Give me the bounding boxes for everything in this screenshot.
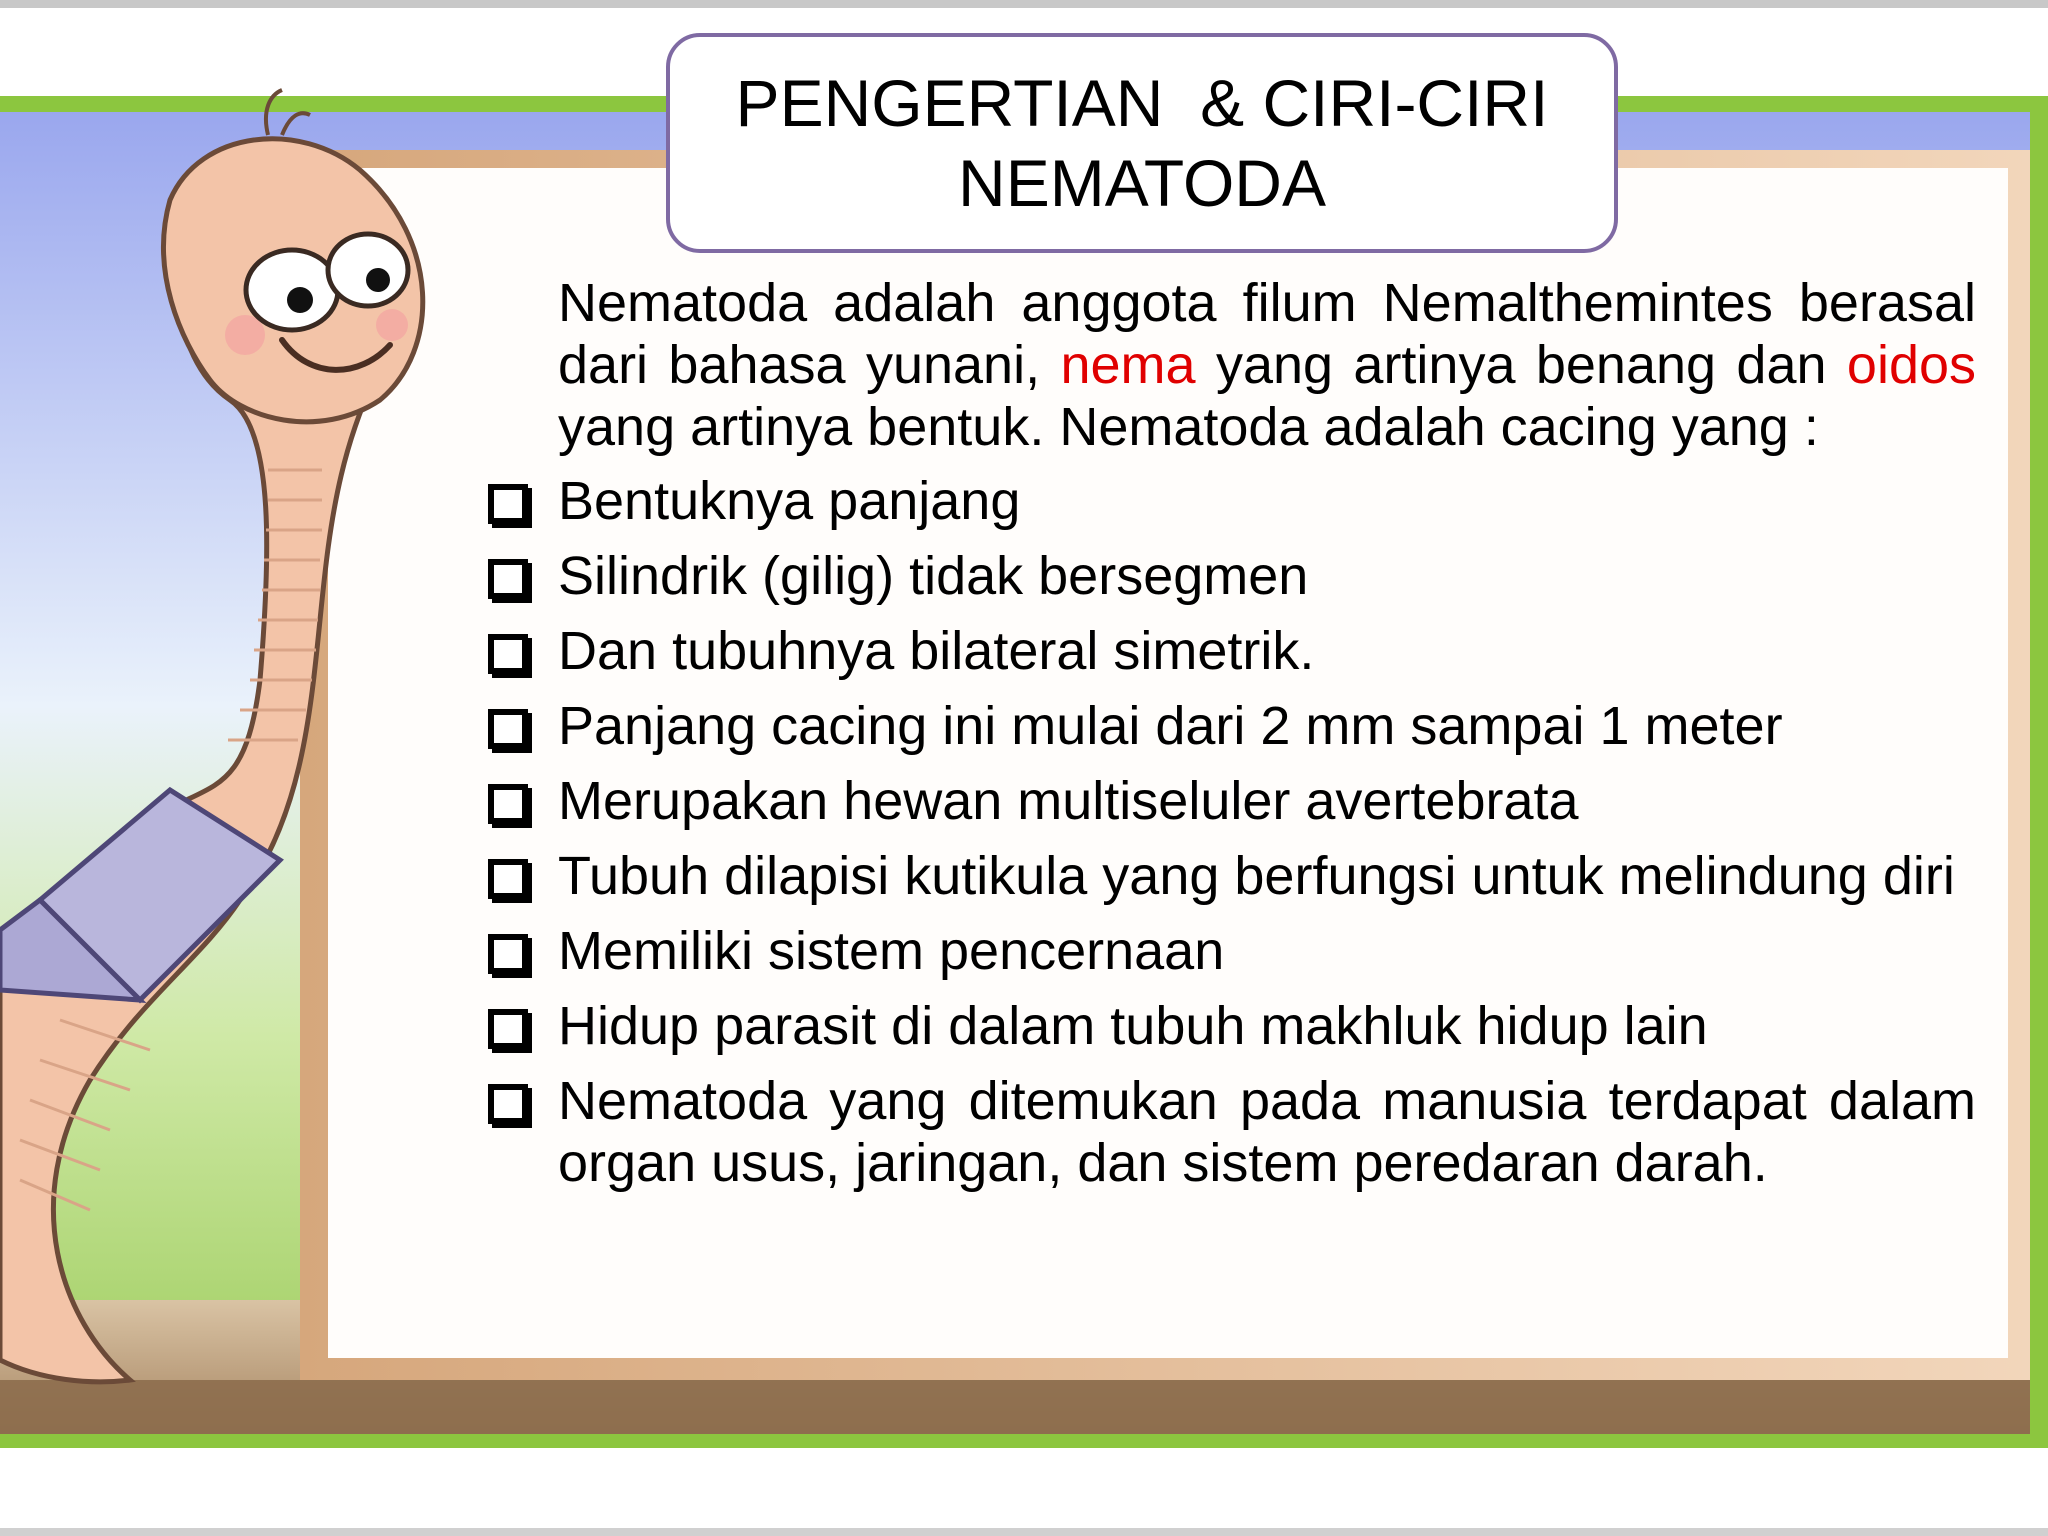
checkbox-bullet-icon bbox=[488, 634, 528, 674]
list-item bbox=[480, 920, 1976, 982]
characteristics-list bbox=[480, 470, 1976, 1194]
list-item-text: Bentuknya panjang bbox=[558, 471, 1021, 531]
list-item-text: Tubuh dilapisi kutikula yang berfungsi untuk melindung diri bbox=[558, 846, 1955, 906]
list-item-text: Hidup parasit di dalam tubuh makhluk hidup lain bbox=[558, 996, 1708, 1056]
list-item bbox=[480, 470, 1976, 532]
list-item-text: Dan tubuhnya bilateral simetrik. bbox=[558, 621, 1315, 681]
highlight-oidos: oidos bbox=[1846, 335, 1977, 395]
intro-text-1: Nematoda adalah anggota filum Nemalthemintes berasal dari bahasa yunani, bbox=[558, 273, 1976, 395]
title-line-1: PENGERTIAN & CIRI-CIRI bbox=[735, 66, 1549, 140]
checkbox-bullet-icon bbox=[488, 709, 528, 749]
intro-text-2: yang artinya benang dan bbox=[1195, 335, 1847, 395]
list-item-text: Memiliki sistem pencernaan bbox=[558, 921, 1225, 981]
checkbox-bullet-icon bbox=[488, 559, 528, 599]
slide-content bbox=[480, 272, 1976, 1207]
list-item-text: Merupakan hewan multiseluler avertebrata bbox=[558, 771, 1579, 831]
list-item-text: Nematoda yang ditemukan pada manusia terdapat dalam organ usus, jaringan, dan sistem peredaran darah. bbox=[558, 1071, 1976, 1193]
intro-paragraph bbox=[558, 272, 1976, 458]
list-item bbox=[480, 770, 1976, 832]
list-item bbox=[480, 845, 1976, 907]
checkbox-bullet-icon bbox=[488, 484, 528, 524]
list-item-text: Panjang cacing ini mulai dari 2 mm sampai 1 meter bbox=[558, 696, 1783, 756]
list-item bbox=[480, 545, 1976, 607]
title-box bbox=[666, 33, 1618, 253]
list-item bbox=[480, 620, 1976, 682]
title-line-2: NEMATODA bbox=[958, 146, 1326, 220]
list-item bbox=[480, 995, 1976, 1057]
intro-text-3: yang artinya bentuk. Nematoda adalah cacing yang : bbox=[558, 397, 1819, 457]
checkbox-bullet-icon bbox=[488, 1084, 528, 1124]
checkbox-bullet-icon bbox=[488, 784, 528, 824]
list-item-text: Silindrik (gilig) tidak bersegmen bbox=[558, 546, 1309, 606]
list-item bbox=[480, 1070, 1976, 1194]
checkbox-bullet-icon bbox=[488, 1009, 528, 1049]
list-item bbox=[480, 695, 1976, 757]
checkbox-bullet-icon bbox=[488, 859, 528, 899]
highlight-nema: nema bbox=[1060, 335, 1196, 395]
checkbox-bullet-icon bbox=[488, 934, 528, 974]
